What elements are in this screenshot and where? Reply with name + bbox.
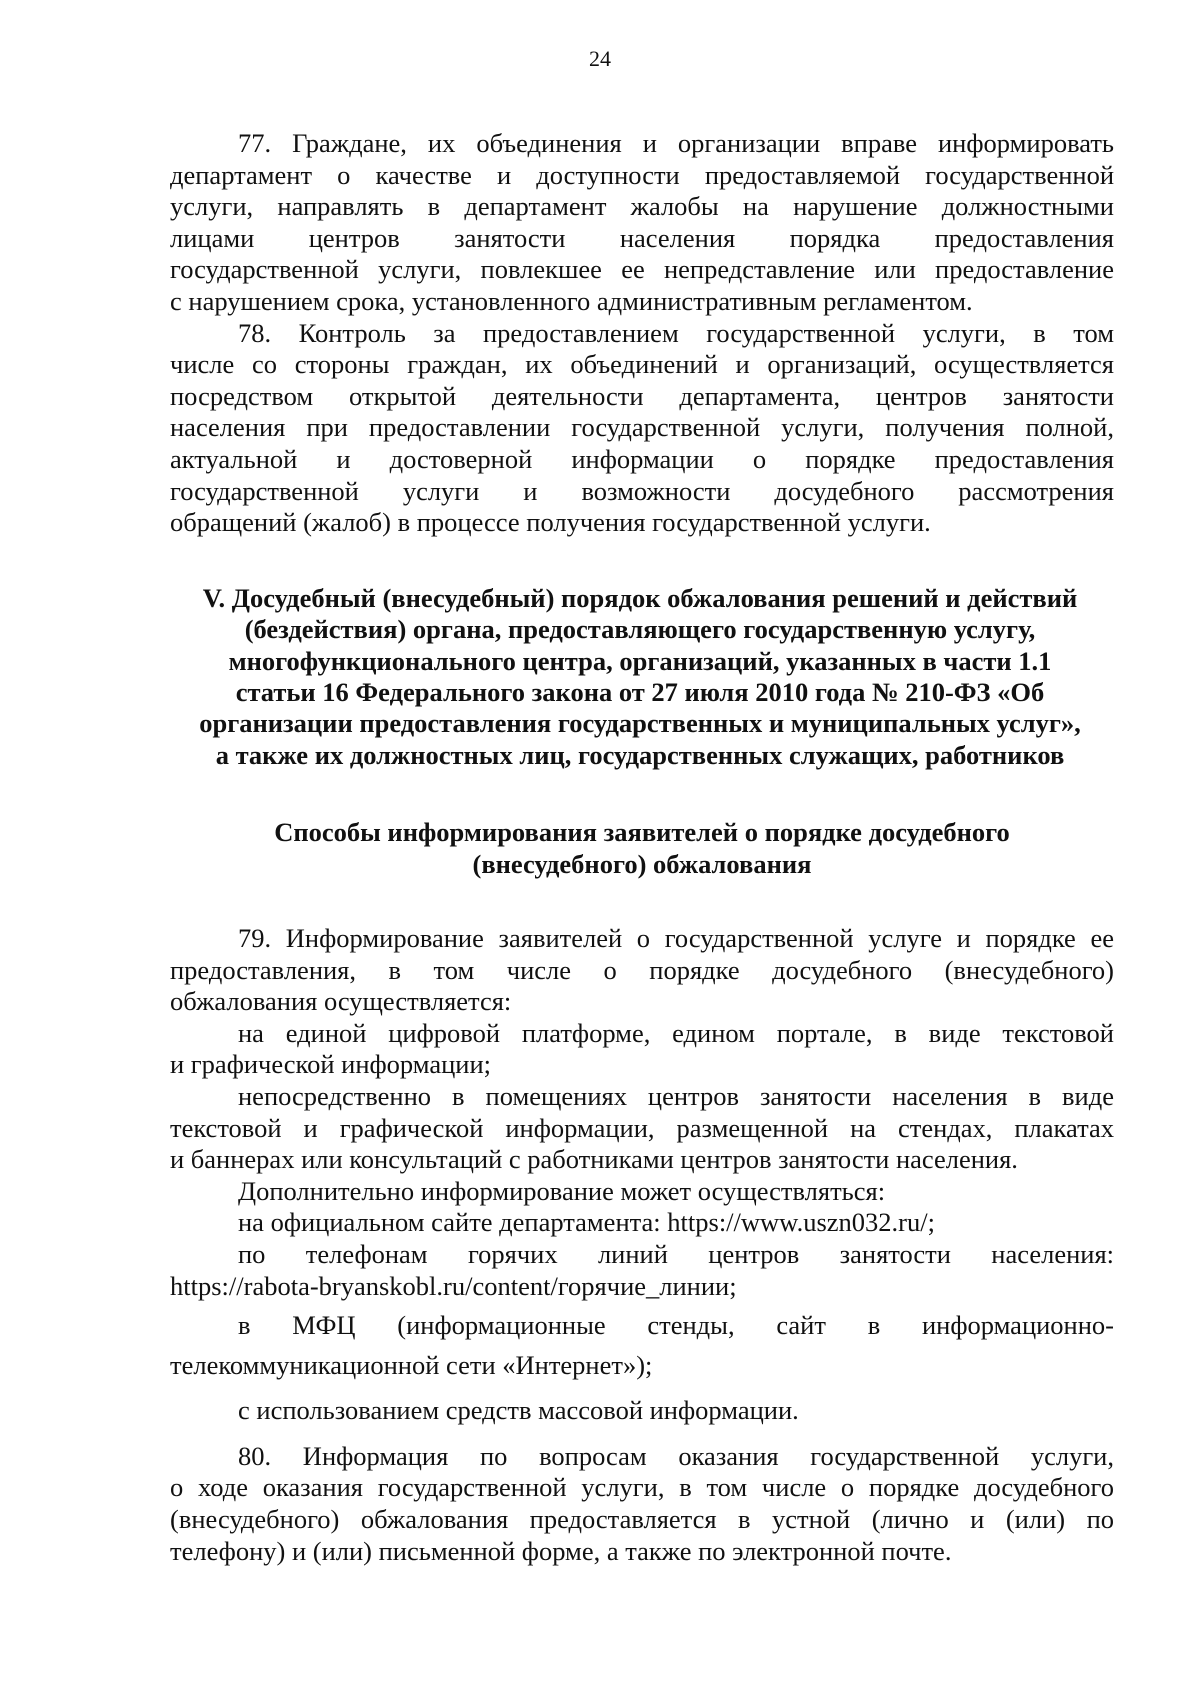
additional-intro: Дополнительно информирование может осуществляться:: [238, 1175, 886, 1206]
section-title-line-6: а также их должностных лиц, государственных служащих, работников: [215, 739, 1065, 770]
p77-line-2: департамент о качестве и доступности предоставляемой государственной: [170, 159, 1114, 190]
mfc-line-1: в МФЦ (информационные стенды, сайт в информационно-: [238, 1310, 1114, 1341]
p78-line-7: обращений (жалоб) в процессе получения государственной услуги.: [170, 507, 931, 538]
p78-line-2: числе со стороны граждан, их объединений и организаций, осуществляется: [170, 349, 1114, 380]
p80-line-4: телефону) и (или) письменной форме, а также по электронной почте.: [170, 1535, 952, 1566]
platform-line-1: на единой цифровой платформе, едином портале, в виде текстовой: [238, 1017, 1114, 1048]
list-item-website: на официальном сайте департамента: https://www.uszn032.ru/;: [238, 1207, 935, 1238]
p79-line-1: 79. Информирование заявителей о государственной услуге и порядке ее: [238, 922, 1114, 953]
premises-line-3: и баннерах или консультаций с работниками центров занятости населения.: [170, 1144, 1018, 1175]
section-title-line-3: многофункционального центра, организаций, указанных в части 1.1: [228, 645, 1052, 676]
platform-line-2: и графической информации;: [170, 1049, 492, 1080]
list-item-mfc: [170, 1310, 1114, 1381]
p80-line-2: о ходе оказания государственной услуги, в том числе о порядке досудебного: [170, 1472, 1114, 1503]
paragraph-78: [170, 318, 1114, 539]
page-number: 24: [589, 46, 611, 71]
p78-line-1: 78. Контроль за предоставлением государственной услуги, в том: [238, 317, 1114, 348]
premises-line-2: текстовой и графической информации, размещенной на стендах, плакатах: [170, 1112, 1114, 1143]
section-title-line-1: V. Досудебный (внесудебный) порядок обжалования решений и действий: [202, 582, 1078, 613]
p80-line-1: 80. Информация по вопросам оказания государственной услуги,: [238, 1440, 1114, 1471]
section-title-line-5: организации предоставления государственных и муниципальных услуг»,: [199, 708, 1081, 739]
paragraph-77: [170, 128, 1114, 318]
paragraph-80: [170, 1441, 1114, 1567]
subsection-title: [170, 817, 1114, 880]
p78-line-6: государственной услуги и возможности досудебного рассмотрения: [170, 475, 1114, 506]
list-item-premises: [170, 1081, 1114, 1176]
section-title-line-2: (бездействия) органа, предоставляющего государственную услугу,: [244, 614, 1036, 645]
p77-line-3: услуги, направлять в департамент жалобы на нарушение должностными: [170, 191, 1114, 222]
p78-line-5: актуальной и достоверной информации о порядке предоставления: [170, 443, 1114, 474]
subsection-title-line-2: (внесудебного) обжалования: [472, 848, 812, 879]
phones-line-1: по телефонам горячих линий центров занятости населения:: [238, 1238, 1114, 1269]
phones-line-2: https://rabota-bryanskobl.ru/content/горячие_линии;: [170, 1270, 737, 1301]
mfc-line-2: телекоммуникационной сети «Интернет»);: [170, 1349, 653, 1380]
p77-line-5: государственной услуги, повлекшее ее непредставление или предоставление: [170, 254, 1114, 285]
p77-line-4: лицами центров занятости населения порядка предоставления: [170, 222, 1114, 253]
list-item-media: с использованием средств массовой информации.: [238, 1395, 799, 1426]
p78-line-4: населения при предоставлении государственной услуги, получения полной,: [170, 412, 1114, 443]
p77-line-6: с нарушением срока, установленного административным регламентом.: [170, 285, 973, 316]
section-title-line-4: статьи 16 Федерального закона от 27 июля 2010 года № 210-ФЗ «Об: [235, 676, 1045, 707]
section-title: [166, 583, 1114, 771]
list-item-platform: [170, 1018, 1114, 1081]
premises-line-1: непосредственно в помещениях центров занятости населения в виде: [238, 1080, 1114, 1111]
paragraph-79: [170, 923, 1114, 1018]
p79-line-2: предоставления, в том числе о порядке досудебного (внесудебного): [170, 954, 1114, 985]
p80-line-3: (внесудебного) обжалования предоставляется в устной (лично и (или) по: [170, 1504, 1114, 1535]
p77-line-1: 77. Граждане, их объединения и организации вправе информировать: [238, 128, 1114, 158]
p79-line-3: обжалования осуществляется:: [170, 986, 512, 1017]
p78-line-3: посредством открытой деятельности департамента, центров занятости: [170, 380, 1114, 411]
subsection-title-line-1: Способы информирования заявителей о порядке досудебного: [274, 817, 1010, 848]
list-item-phones: [170, 1239, 1114, 1302]
